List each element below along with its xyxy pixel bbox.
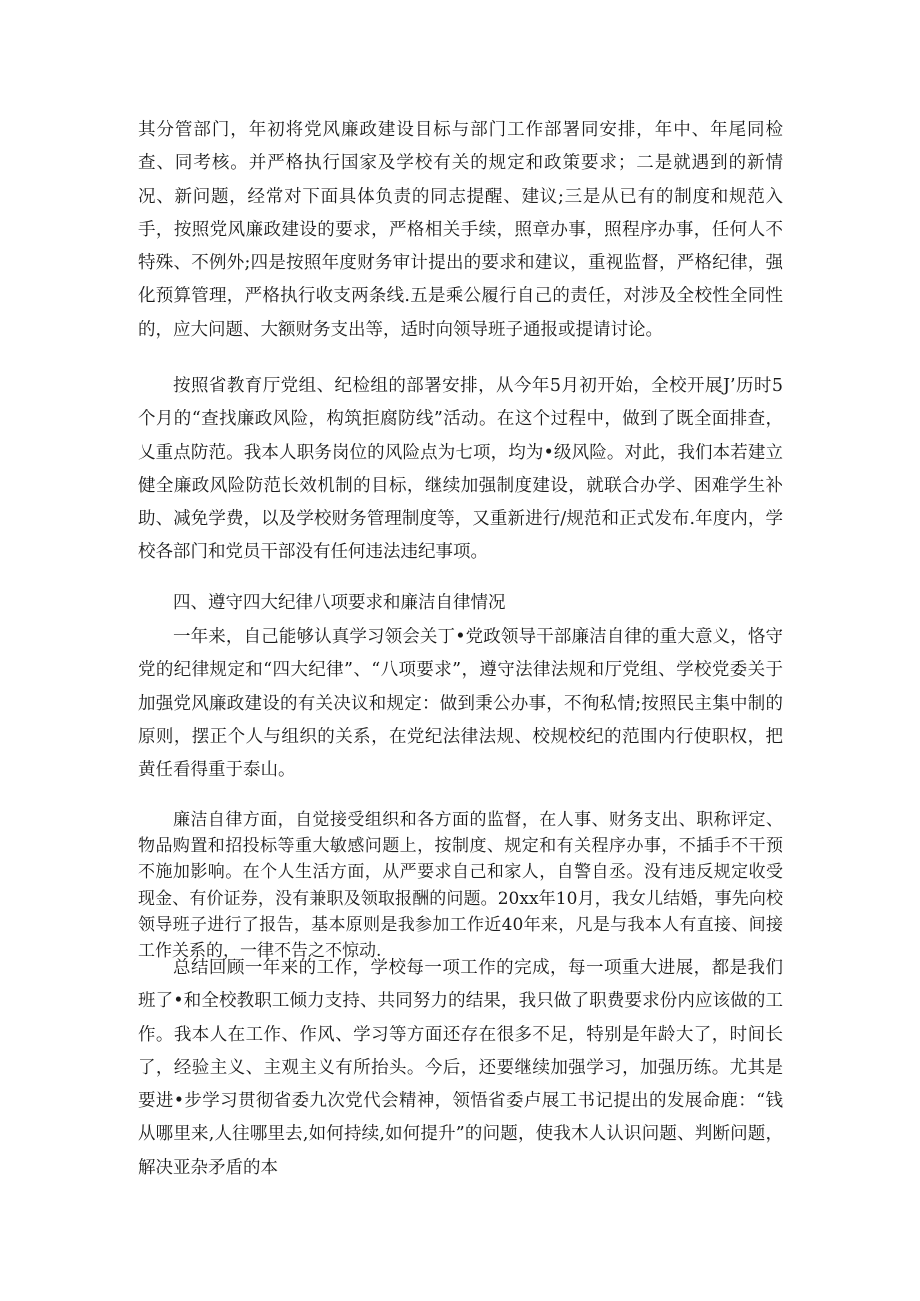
paragraph-discipline-compliance: 一年来，自己能够认真学习领会关丁•党政领导干部廉洁自律的重大意义，恪守党的纪律规定和“四大纪律”、“八项要求”，遵守法律法规和厅党组、学校党委关于加强党风廉政建设的有关决议和规定：做到秉公办事，不徇私情;按照民主集中制的原则，摆正个人与组织的关系，在党纪法律法规、校规校纪的范围内行使职权，把黄任看得重于泰山。 [138,627,783,781]
paragraph-responsibility-measures: 其分管部门，年初将党风廉政建设目标与部门工作部署同安排，年中、年尾同检查、同考核。并严格执行国家及学校有关的规定和政策要求；二是就遇到的新情况、新问题，经常对下面具体负责的同志提醒、建议;三是从已有的制度和规范入手，按照党风廉政建设的要求，严格相关手续，照章办事，照程序办事，任何人不特殊、不例外;四是按照年度财务审计提出的要求和建议，重视监督，严格纪律，强化预算管理，严格执行收支两条线.五是乘公履行自己的责任，对涉及全校性全同性的，应大问题、大额财务支出等，适时向领导班子通报或提请讨论。 [138,120,783,340]
section-heading-discipline: 四、遵守四大纪律八项要求和廉洁自律情况 [173,593,506,613]
paragraph-risk-prevention: 按照省教育厅党组、纪检组的部署安排，从今年5月初开始，全校开展J’历时5个月的“查找廉政风险，构筑拒腐防线”活动。在这个过程中，做到了既全面排查，乂重点防范。我本人职务岗位的风险点为七项，均为•级风险。对此，我们本若建立健全廉政风险防范长效机制的目标，继续加强制度建设，就联合办学、困难学生补助、减免学费，以及学校财务管理制度等，又重新进行/规范和正式发布.年度内，学校各部门和党员干部没有任何违法违纪事项。 [138,376,783,563]
paragraph-summary-review: 总结回顾一年来的工作，学校每一项工作的完成，每一项重大进展，都是我们班了•和全校教职工倾力支持、共同努力的结果，我只做了职费要求份内应该做的工作。我本人在工作、作风、学习等方面还存在很多不足，特别是年龄大了，时间长了，经验主义、主观主义有所抬头。今后，还要继续加强学习，加强历练。尤其是要进•步学习贯彻省委九次党代会精神，领悟省委卢展工书记提出的发展命鹿：“钱从哪里来,人往哪里去,如何持续,如何提升”的问题，使我木人认识问题、判断问题，解决亚杂矛盾的本 [138,958,783,1178]
paragraph-integrity-self-discipline: 廉洁自律方面，自觉接受组织和各方面的监督，在人事、财务支出、职称评定、物品购置和招投标等重大敏感问题上，按制度、规定和有关程序办事，不插手不干预不施加影响。在个人生活方面，从严要求自己和家人，自警自丞。没有违反规定收受现金、有价证券，没有兼职及领取报酬的问题。20xx年10月，我女儿结婚，事先向校领导班子进行了报告，基本原则是我参加工作近40年来，凡是与我本人有直接、间接工作关系的，一律不告之不惊动. [138,810,783,962]
